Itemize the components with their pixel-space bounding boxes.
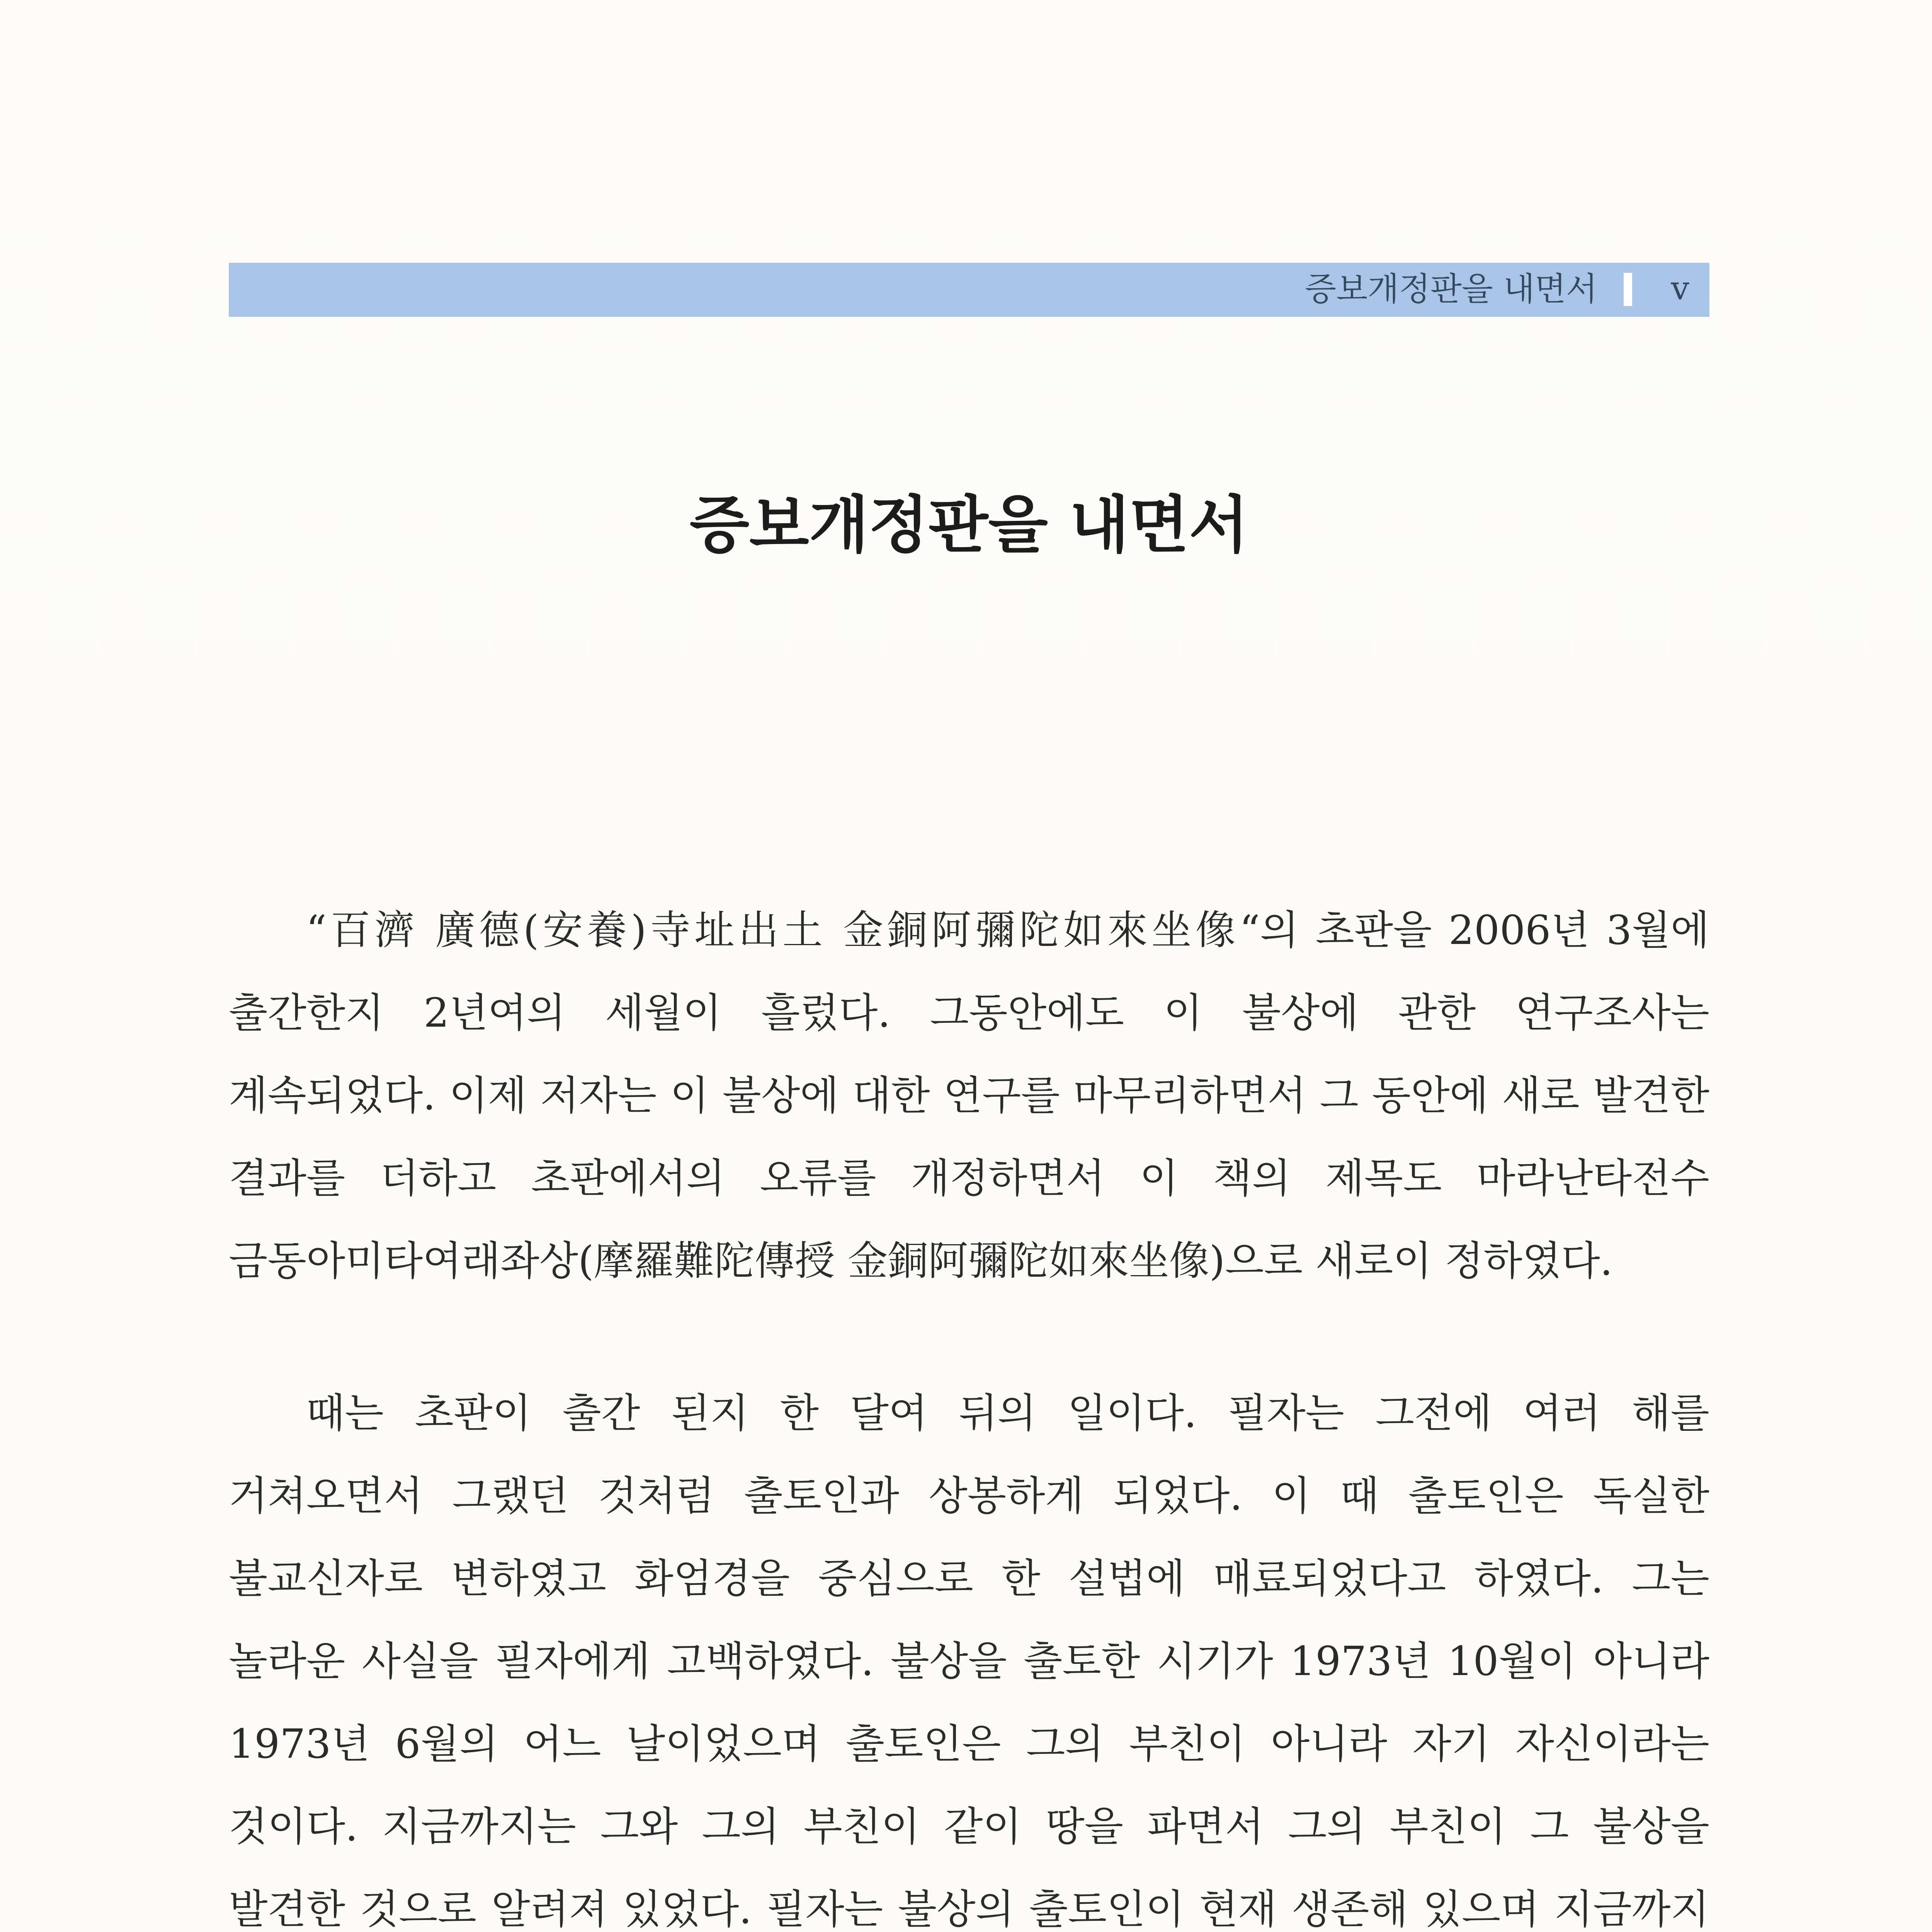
body-text xyxy=(229,889,1709,1932)
header-divider xyxy=(1624,273,1632,306)
paragraph-1: “百濟 廣德(安養)寺址出土 金銅阿彌陀如來坐像“의 초판을 2006년 3월에 출간한지 2년여의 세월이 흘렀다. 그동안에도 이 불상에 관한 연구조사는 계속되었다. 이제 저자는 이 불상에 대한 연구를 마무리하면서 그 동안에 새로 발견한 결과를 더하고 초판에서의 오류를 개정하면서 이 책의 제목도 마라난타전수 금동아미타여래좌상(摩羅難陀傳授 金銅阿彌陀如來坐像)으로 새로이 정하였다. xyxy=(229,906,1709,1284)
chapter-title: 증보개정판을 내면서 xyxy=(689,488,1249,561)
running-header-title: 증보개정판을 내면서 xyxy=(1305,270,1597,308)
running-header xyxy=(229,263,1709,317)
page-number: v xyxy=(1671,269,1689,307)
paragraph-2: 때는 초판이 출간 된지 한 달여 뒤의 일이다. 필자는 그전에 여러 해를 거쳐오면서 그랬던 것처럼 출토인과 상봉하게 되었다. 이 때 출토인은 독실한 불교신자로 변하였고 화엄경을 중심으로 한 설법에 매료되었다고 하였다. 그는 놀라운 사실을 필자에게 고백하였다. 불상을 출토한 시기가 1973년 10월이 아니라 1973년 6월의 어느 날이었으며 출토인은 그의 부친이 아니라 자기 자신이라는 것이다. 지금까지는 그와 그의 부친이 같이 땅을 파면서 그의 부친이 그 불상을 발견한 것으로 알려져 있었다. 필자는 불상의 출토인이 현재 생존해 있으며 지금까지 xyxy=(229,1389,1709,1932)
